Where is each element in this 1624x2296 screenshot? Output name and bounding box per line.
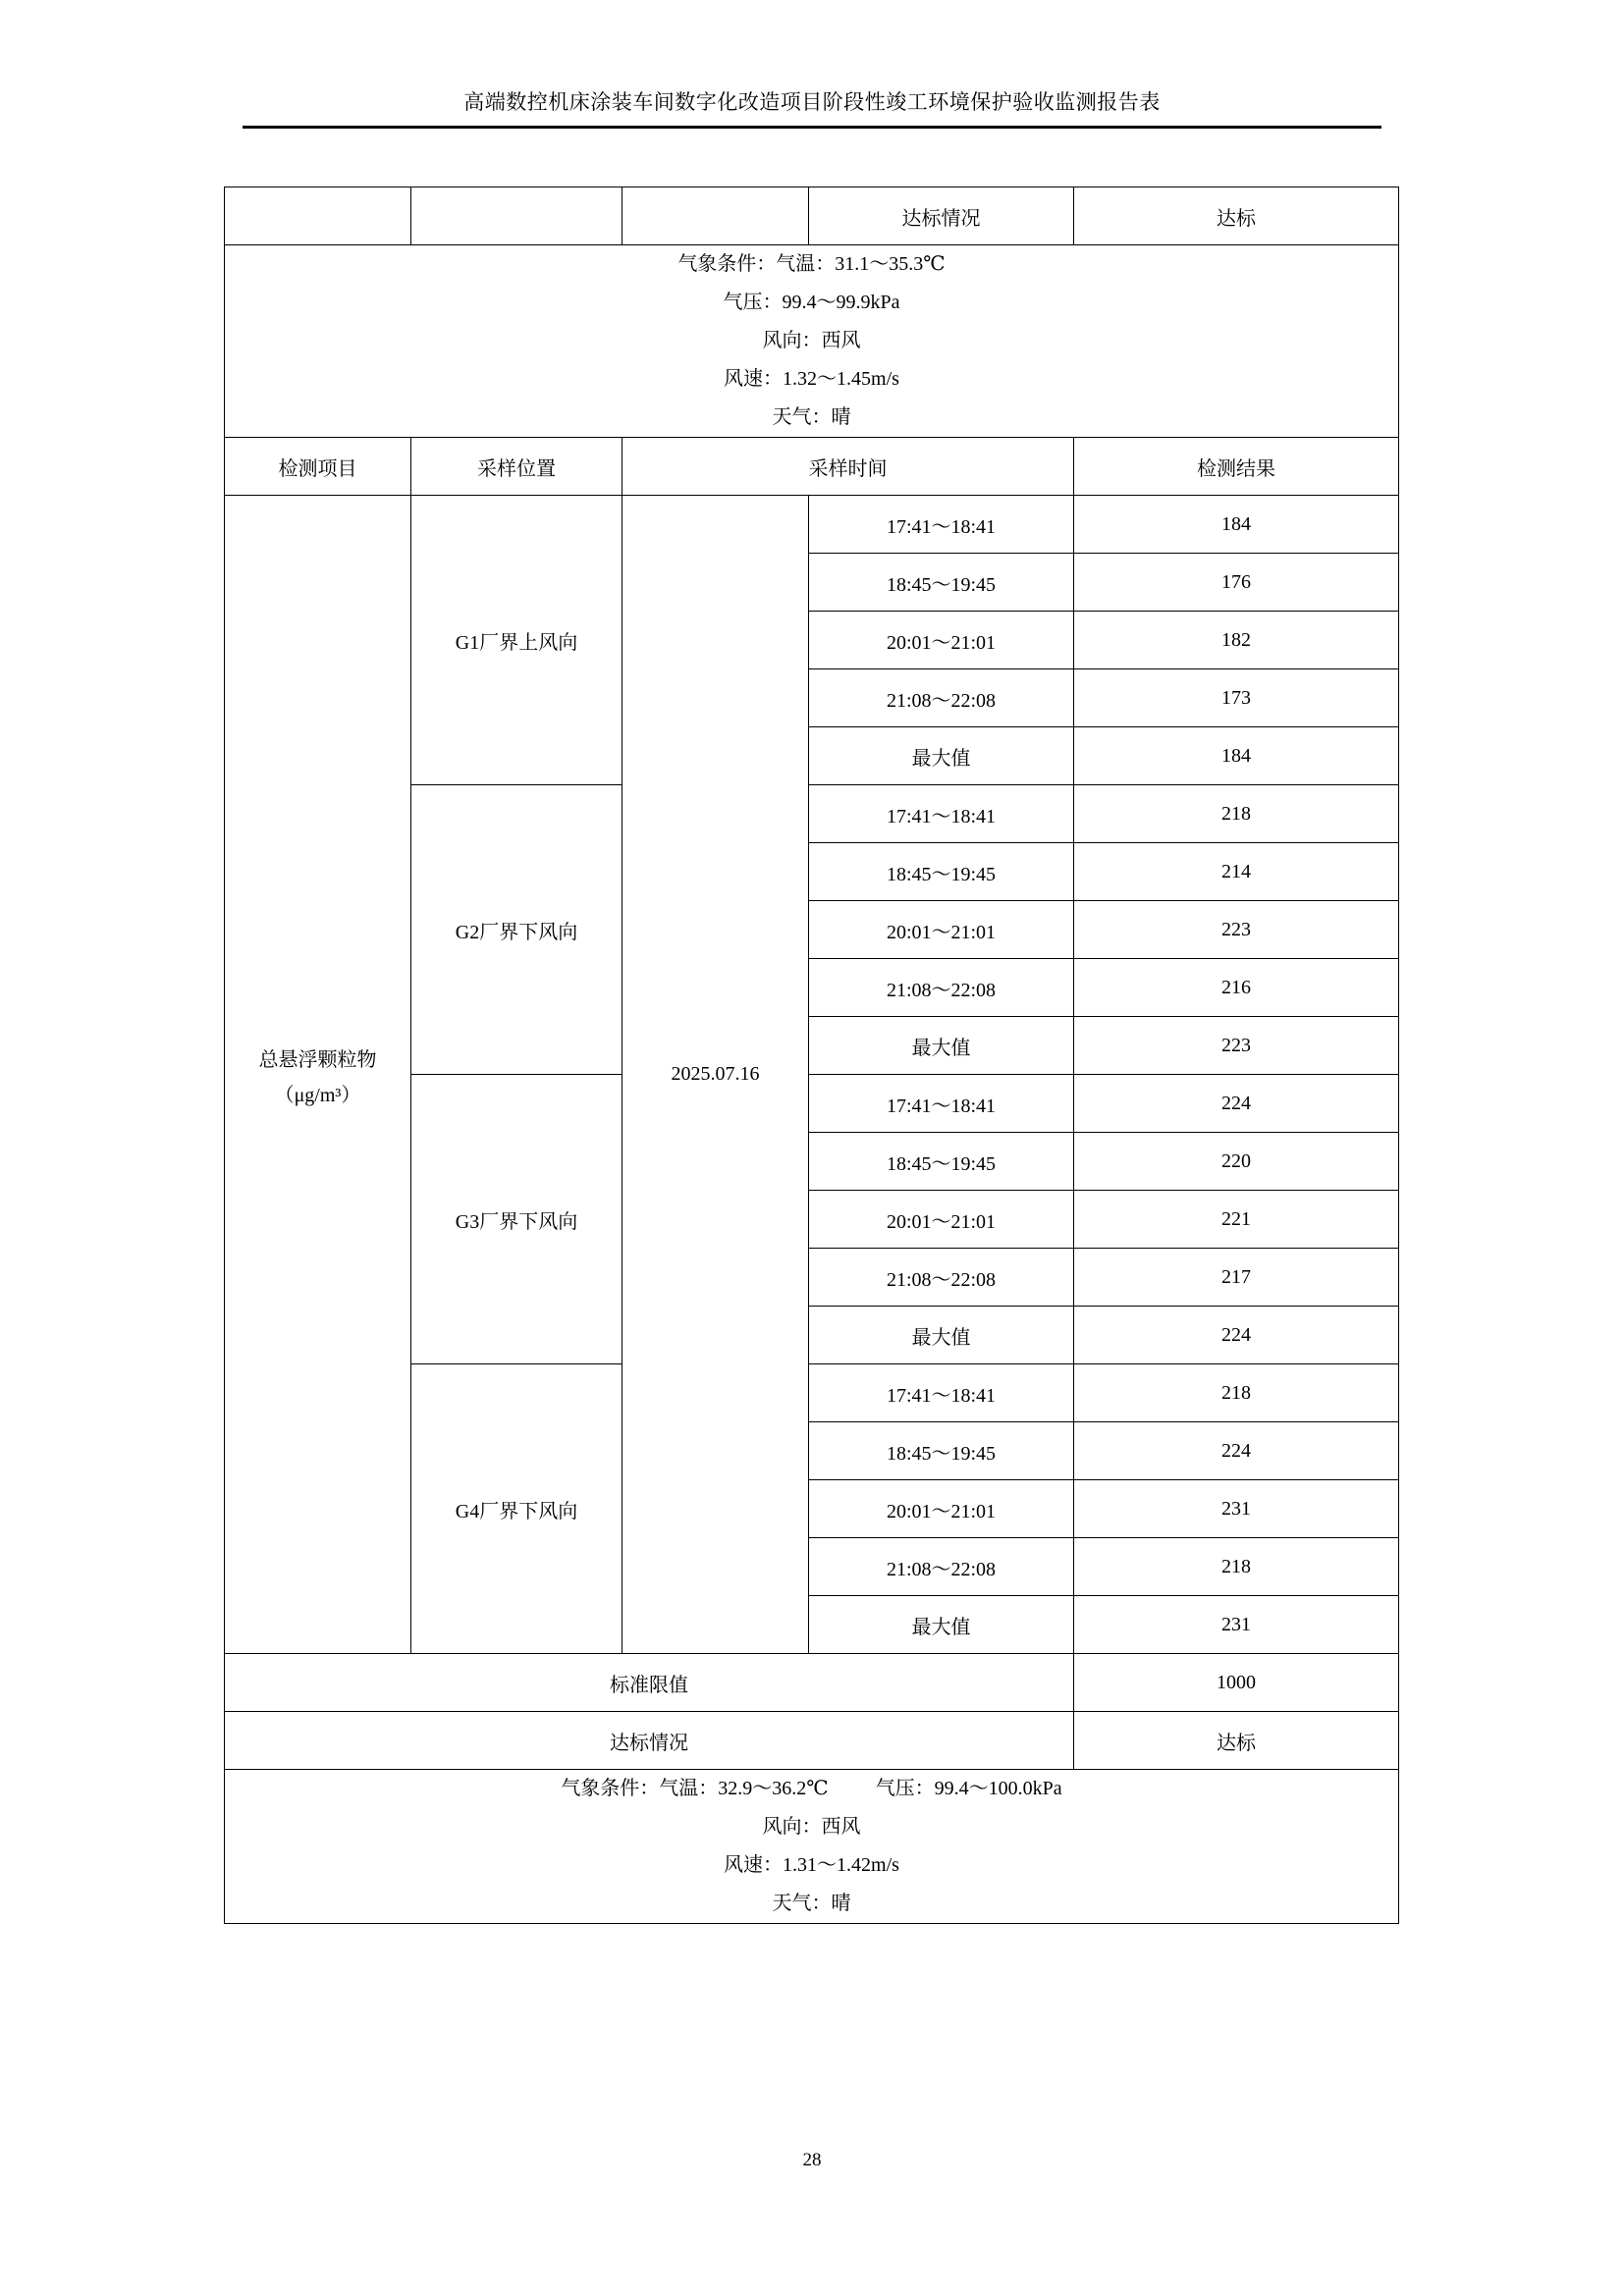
header-divider (243, 126, 1381, 129)
time-cell: 17:41～18:41 (809, 785, 1074, 843)
meteo-weather-top: 天气：晴 (772, 406, 851, 428)
meteorological-conditions-top (225, 245, 1399, 438)
result-cell: 176 (1074, 554, 1399, 612)
table-row (225, 496, 1399, 554)
time-cell: 20:01～21:01 (809, 1480, 1074, 1538)
result-cell: 218 (1074, 785, 1399, 843)
empty-cell-2 (411, 187, 623, 245)
result-cell: 218 (1074, 1538, 1399, 1596)
max-label-cell: 最大值 (809, 1596, 1074, 1654)
time-cell: 18:45～19:45 (809, 843, 1074, 901)
max-value-cell: 223 (1074, 1017, 1399, 1075)
compliance-value-top: 达标 (1074, 187, 1399, 245)
compliance-label-top: 达标情况 (809, 187, 1074, 245)
empty-cell-1 (225, 187, 411, 245)
page-number: 28 (802, 2150, 822, 2170)
monitoring-table (224, 187, 1399, 1924)
meteo-line-bottom-1 (225, 1770, 1398, 1808)
meteo-pressure-top: 气压：99.4～99.9kPa (723, 292, 900, 313)
meteo-wind-direction-top: 风向：西风 (762, 330, 861, 351)
time-cell: 21:08～22:08 (809, 1249, 1074, 1307)
time-cell: 21:08～22:08 (809, 1538, 1074, 1596)
meteo-pressure-bottom: 气压：99.4～100.0kPa (875, 1778, 1062, 1799)
result-cell: 214 (1074, 843, 1399, 901)
meteo-wind-direction-bottom: 风向：西风 (762, 1816, 861, 1838)
meteo-wind-speed-bottom: 风速：1.31～1.42m/s (724, 1854, 899, 1876)
meteorological-conditions-bottom (225, 1770, 1399, 1924)
result-cell: 220 (1074, 1133, 1399, 1191)
time-cell: 20:01～21:01 (809, 612, 1074, 669)
meteo-weather-bottom: 天气：晴 (772, 1893, 851, 1914)
column-header-result: 检测结果 (1074, 438, 1399, 496)
table-row (225, 187, 1399, 245)
result-cell: 218 (1074, 1364, 1399, 1422)
max-label-cell: 最大值 (809, 727, 1074, 785)
meteo-temperature-top: 气象条件：气温：31.1～35.3℃ (677, 253, 946, 275)
page-header: 高端数控机床涂装车间数字化改造项目阶段性竣工环境保护验收监测报告表 (463, 90, 1161, 114)
location-cell-g4: G4厂界下风向 (411, 1364, 623, 1654)
compliance-label-bottom (225, 1712, 1074, 1770)
max-label-cell: 最大值 (809, 1017, 1074, 1075)
item-name: 总悬浮颗粒物 (258, 1049, 377, 1071)
table-row (225, 1712, 1399, 1770)
table-row (225, 1770, 1399, 1924)
time-cell: 17:41～18:41 (809, 496, 1074, 554)
result-cell: 184 (1074, 496, 1399, 554)
column-header-item: 检测项目 (225, 438, 411, 496)
location-cell-g3: G3厂界下风向 (411, 1075, 623, 1364)
time-cell: 20:01～21:01 (809, 1191, 1074, 1249)
empty-cell-3 (623, 187, 809, 245)
max-value-cell: 224 (1074, 1307, 1399, 1364)
max-value-cell: 184 (1074, 727, 1399, 785)
time-cell: 21:08～22:08 (809, 669, 1074, 727)
result-cell: 217 (1074, 1249, 1399, 1307)
meteo-temperature-bottom: 气象条件：气温：32.9～36.2℃ (561, 1778, 829, 1799)
meteo-wind-speed-top: 风速：1.32～1.45m/s (724, 368, 899, 390)
table-header-row (225, 438, 1399, 496)
result-cell: 216 (1074, 959, 1399, 1017)
time-cell: 17:41～18:41 (809, 1364, 1074, 1422)
time-cell: 18:45～19:45 (809, 1133, 1074, 1191)
time-cell: 20:01～21:01 (809, 901, 1074, 959)
table-row (225, 1654, 1399, 1712)
item-unit: （μg/m³） (274, 1085, 361, 1106)
time-cell: 18:45～19:45 (809, 554, 1074, 612)
result-cell: 182 (1074, 612, 1399, 669)
location-cell-g1: G1厂界上风向 (411, 496, 623, 785)
time-cell: 18:45～19:45 (809, 1422, 1074, 1480)
result-cell: 223 (1074, 901, 1399, 959)
table-row (225, 245, 1399, 438)
standard-limit-value: 1000 (1074, 1654, 1399, 1712)
result-cell: 231 (1074, 1480, 1399, 1538)
max-value-cell: 231 (1074, 1596, 1399, 1654)
max-label-cell: 最大值 (809, 1307, 1074, 1364)
result-cell: 224 (1074, 1075, 1399, 1133)
compliance-label-text: 达标情况 (610, 1732, 688, 1754)
location-cell-g2: G2厂界下风向 (411, 785, 623, 1075)
result-cell: 173 (1074, 669, 1399, 727)
monitoring-table-container (224, 187, 1398, 1924)
standard-limit-label-text: 标准限值 (610, 1674, 688, 1696)
time-cell: 21:08～22:08 (809, 959, 1074, 1017)
compliance-value-bottom: 达标 (1074, 1712, 1399, 1770)
result-cell: 224 (1074, 1422, 1399, 1480)
column-header-time: 采样时间 (623, 438, 1074, 496)
result-cell: 221 (1074, 1191, 1399, 1249)
sample-date-cell: 2025.07.16 (623, 496, 809, 1654)
time-cell: 17:41～18:41 (809, 1075, 1074, 1133)
column-header-location: 采样位置 (411, 438, 623, 496)
standard-limit-label (225, 1654, 1074, 1712)
item-name-cell (225, 496, 411, 1654)
